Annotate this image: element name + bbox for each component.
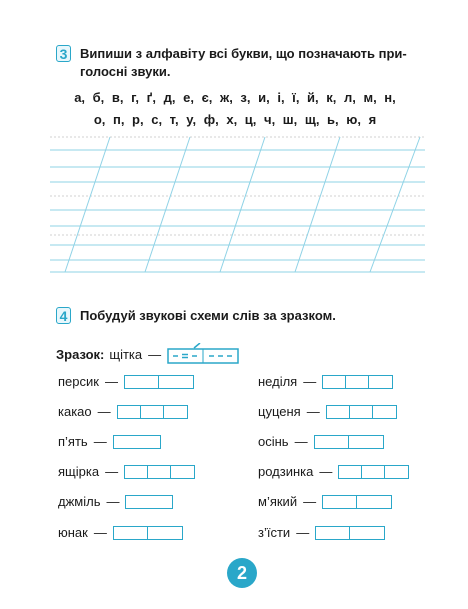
word-row — [58, 464, 195, 479]
scheme-cell[interactable] — [369, 376, 392, 388]
sound-scheme-boxes[interactable] — [113, 435, 161, 449]
sound-scheme-boxes[interactable] — [124, 375, 194, 389]
sound-scheme-boxes[interactable] — [322, 375, 393, 389]
handwriting-lines[interactable] — [50, 132, 425, 277]
sound-scheme-boxes[interactable] — [326, 405, 397, 419]
word-row — [258, 494, 392, 509]
dash: — — [106, 494, 120, 509]
word-row — [258, 404, 397, 419]
scheme-cell[interactable] — [141, 406, 164, 418]
example-sound-scheme — [167, 343, 239, 365]
word-label: неділя — [258, 374, 298, 389]
dash: — — [296, 525, 310, 540]
word-row — [258, 374, 393, 389]
dash: — — [303, 374, 317, 389]
word-row — [58, 525, 183, 540]
word-label: п’ять — [58, 434, 88, 449]
sound-scheme-boxes[interactable] — [322, 495, 392, 509]
word-row — [258, 434, 384, 449]
dash: — — [303, 494, 317, 509]
sound-scheme-boxes[interactable] — [338, 465, 409, 479]
sound-scheme-boxes[interactable] — [315, 526, 385, 540]
scheme-cell[interactable] — [159, 376, 193, 388]
scheme-cell[interactable] — [125, 466, 148, 478]
alphabet-row-1: а, б, в, г, ґ, д, е, є, ж, з, и, і, ї, й, к, л, м, н, — [74, 90, 396, 105]
word-label: юнак — [58, 525, 88, 540]
scheme-cell[interactable] — [323, 496, 357, 508]
scheme-cell[interactable] — [114, 527, 148, 539]
scheme-cell[interactable] — [323, 376, 346, 388]
scheme-cell[interactable] — [373, 406, 396, 418]
scheme-cell[interactable] — [118, 406, 141, 418]
word-row — [58, 404, 188, 419]
scheme-cell[interactable] — [349, 436, 383, 448]
example-word: щітка — [109, 346, 143, 362]
word-label: осінь — [258, 434, 289, 449]
sound-scheme-boxes[interactable] — [124, 465, 195, 479]
word-label: какао — [58, 404, 92, 419]
word-label: цуценя — [258, 404, 301, 419]
dash: — — [306, 404, 320, 419]
scheme-cell[interactable] — [164, 406, 187, 418]
word-row — [58, 494, 173, 509]
alphabet-row-2: о, п, р, с, т, у, ф, х, ц, ч, ш, щ, ь, ю, я — [93, 112, 377, 127]
dash: — — [105, 464, 119, 479]
task-3-number: 3 — [56, 45, 71, 62]
page-number-badge: 2 — [227, 558, 257, 588]
scheme-cell[interactable] — [339, 466, 362, 478]
sound-scheme-boxes[interactable] — [125, 495, 173, 509]
task-4-instruction: Побудуй звукові схеми слів за зразком. — [80, 308, 336, 323]
scheme-cell[interactable] — [327, 406, 350, 418]
dash: — — [97, 404, 111, 419]
dash: — — [294, 434, 308, 449]
task-4-number: 4 — [56, 307, 71, 324]
scheme-cell[interactable] — [148, 466, 171, 478]
word-row — [58, 434, 161, 449]
dash: — — [93, 525, 107, 540]
example-label: Зразок: — [56, 346, 105, 362]
word-row — [258, 525, 385, 540]
sound-scheme-boxes[interactable] — [117, 405, 188, 419]
word-label: ящірка — [58, 464, 100, 479]
scheme-cell[interactable] — [315, 436, 349, 448]
scheme-cell[interactable] — [350, 527, 384, 539]
sound-scheme-boxes[interactable] — [314, 435, 384, 449]
sound-scheme-boxes[interactable] — [113, 526, 183, 540]
word-row — [58, 374, 194, 389]
word-label: родзинка — [258, 464, 314, 479]
scheme-cell[interactable] — [362, 466, 385, 478]
dash: — — [148, 346, 162, 362]
word-label: джміль — [58, 494, 101, 509]
example-row — [56, 343, 239, 365]
scheme-cell[interactable] — [357, 496, 391, 508]
dash: — — [319, 464, 333, 479]
dash: — — [93, 434, 107, 449]
task-3-instruction-line-2: голосні звуки. — [80, 64, 171, 79]
word-label: персик — [58, 374, 99, 389]
scheme-cell[interactable] — [350, 406, 373, 418]
scheme-cell[interactable] — [114, 436, 160, 448]
dash: — — [104, 374, 118, 389]
scheme-cell[interactable] — [125, 376, 159, 388]
scheme-cell[interactable] — [171, 466, 194, 478]
scheme-cell[interactable] — [316, 527, 350, 539]
scheme-cell[interactable] — [346, 376, 369, 388]
scheme-cell[interactable] — [126, 496, 172, 508]
word-row — [258, 464, 409, 479]
word-label: м’який — [258, 494, 298, 509]
scheme-cell[interactable] — [148, 527, 182, 539]
scheme-cell[interactable] — [385, 466, 408, 478]
task-3-instruction-line-1: Випиши з алфавіту всі букви, що позначають при- — [80, 46, 407, 61]
word-label: з’їсти — [258, 525, 291, 540]
